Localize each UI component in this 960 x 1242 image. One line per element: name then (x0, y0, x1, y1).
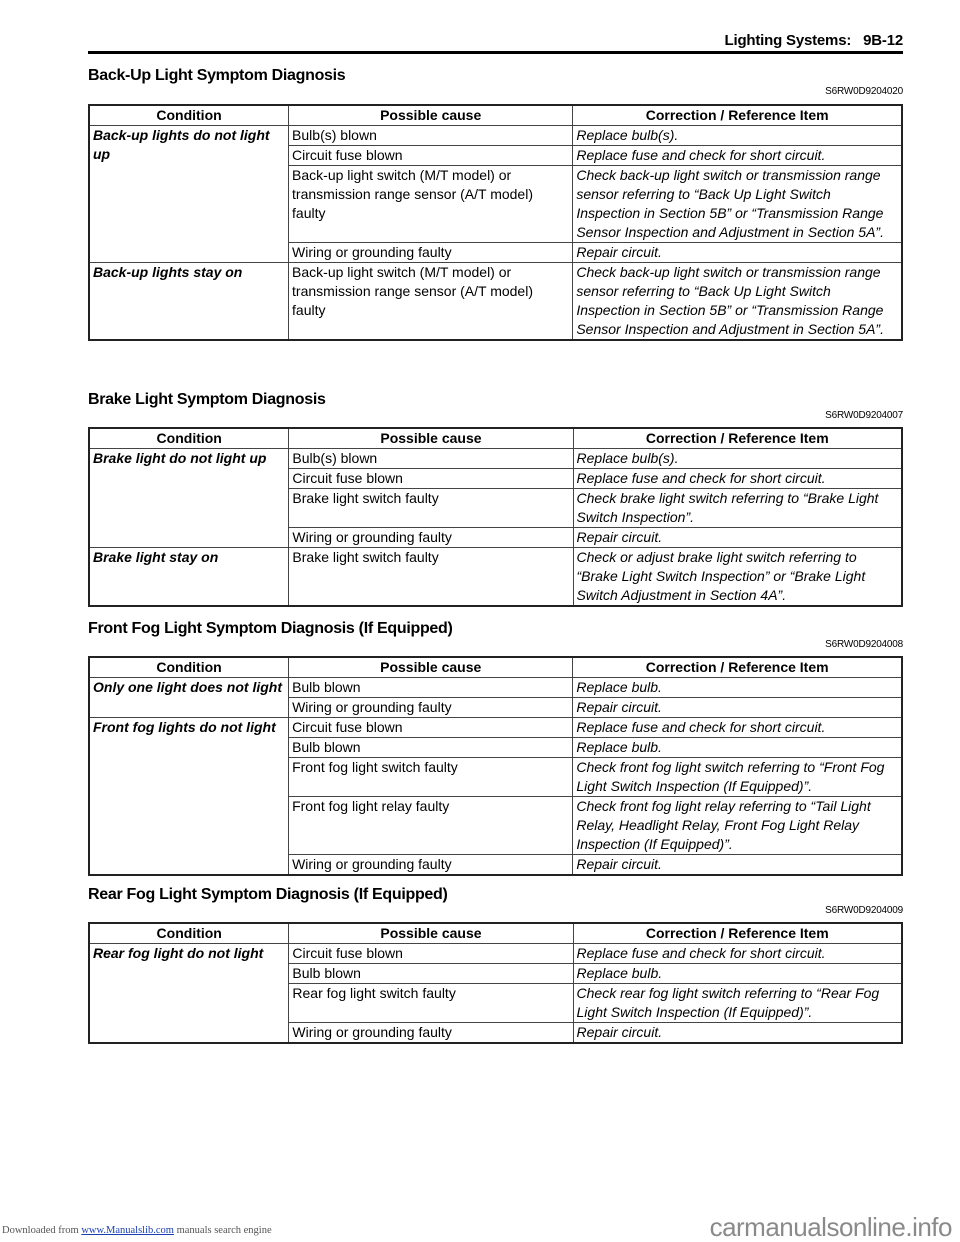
table-row (89, 678, 902, 698)
manualslib-link[interactable]: www.Manualslib.com (81, 1225, 174, 1236)
condition-cell: Back-up lights stay on (89, 263, 289, 341)
header-possible-cause: Possible cause (289, 923, 573, 944)
download-suffix: manuals search engine (176, 1225, 272, 1236)
correction-cell: Replace fuse and check for short circuit. (573, 944, 902, 964)
page-header (88, 32, 903, 54)
cause-cell: Bulb(s) blown (289, 449, 573, 469)
section-title: Back-Up Light Symptom Diagnosis (88, 67, 346, 84)
section-title: Rear Fog Light Symptom Diagnosis (If Equipped) (88, 886, 448, 903)
correction-cell: Replace fuse and check for short circuit. (573, 718, 902, 738)
section-brake-light (88, 390, 903, 603)
cause-cell: Circuit fuse blown (289, 146, 573, 166)
header-possible-cause: Possible cause (289, 657, 573, 678)
cause-cell: Wiring or grounding faulty (289, 528, 573, 548)
section-front-fog-light (88, 619, 903, 872)
cause-cell: Bulb blown (289, 738, 573, 758)
correction-cell: Check front fog light switch referring to “Front Fog Light Switch Inspection (If Equipped)”. (573, 758, 902, 797)
header-correction: Correction / Reference Item (573, 657, 902, 678)
header-condition: Condition (89, 428, 289, 449)
header-correction: Correction / Reference Item (573, 923, 902, 944)
correction-cell: Replace bulb. (573, 964, 902, 984)
correction-cell: Repair circuit. (573, 1023, 902, 1044)
cause-cell: Back-up light switch (M/T model) or transmission range sensor (A/T model) faulty (289, 166, 573, 243)
table-header-row (89, 923, 902, 944)
download-prefix: Downloaded from (2, 1225, 79, 1236)
header-possible-cause: Possible cause (289, 428, 573, 449)
section-title: Front Fog Light Symptom Diagnosis (If Equipped) (88, 620, 453, 637)
diagnosis-table (88, 427, 903, 607)
table-row (89, 449, 902, 469)
correction-cell: Replace fuse and check for short circuit. (573, 146, 902, 166)
condition-cell: Front fog lights do not light (89, 718, 289, 876)
correction-cell: Replace bulb. (573, 738, 902, 758)
cause-cell: Back-up light switch (M/T model) or transmission range sensor (A/T model) faulty (289, 263, 573, 341)
correction-cell: Check or adjust brake light switch referring to “Brake Light Switch Inspection” or “Brake Light Switch Adjustment in Section 4A”. (573, 548, 902, 607)
header-correction: Correction / Reference Item (573, 428, 902, 449)
condition-cell: Rear fog light do not light (89, 944, 289, 1044)
condition-cell: Back-up lights do not light up (89, 126, 289, 263)
table-row (89, 944, 902, 964)
section-backup-light (88, 66, 903, 337)
correction-cell: Replace bulb(s). (573, 126, 902, 146)
condition-cell: Brake light stay on (89, 548, 289, 607)
cause-cell: Brake light switch faulty (289, 548, 573, 607)
cause-cell: Bulb(s) blown (289, 126, 573, 146)
header-correction: Correction / Reference Item (573, 105, 902, 126)
correction-cell: Replace fuse and check for short circuit. (573, 469, 902, 489)
diagnosis-table (88, 656, 903, 876)
section-rear-fog-light (88, 885, 903, 1040)
cause-cell: Front fog light relay faulty (289, 797, 573, 855)
section-code: S6RW0D9204020 (825, 86, 903, 97)
cause-cell: Circuit fuse blown (289, 718, 573, 738)
correction-cell: Repair circuit. (573, 243, 902, 263)
cause-cell: Bulb blown (289, 678, 573, 698)
table-row (89, 718, 902, 738)
diagnosis-table (88, 104, 903, 341)
chapter-title: Lighting Systems: (724, 32, 852, 49)
download-attribution (2, 1225, 272, 1236)
page-number: 9B-12 (863, 32, 903, 49)
cause-cell: Bulb blown (289, 964, 573, 984)
section-title: Brake Light Symptom Diagnosis (88, 391, 326, 408)
condition-cell: Brake light do not light up (89, 449, 289, 548)
cause-cell: Wiring or grounding faulty (289, 698, 573, 718)
cause-cell: Circuit fuse blown (289, 469, 573, 489)
correction-cell: Check brake light switch referring to “Brake Light Switch Inspection”. (573, 489, 902, 528)
page-header-text (725, 32, 903, 49)
header-possible-cause: Possible cause (289, 105, 573, 126)
condition-cell: Only one light does not light (89, 678, 289, 718)
section-code: S6RW0D9204008 (825, 639, 903, 650)
watermark: carmanualsonline.info (709, 1212, 952, 1242)
section-code: S6RW0D9204007 (825, 410, 903, 421)
cause-cell: Circuit fuse blown (289, 944, 573, 964)
cause-cell: Brake light switch faulty (289, 489, 573, 528)
correction-cell: Replace bulb(s). (573, 449, 902, 469)
cause-cell: Rear fog light switch faulty (289, 984, 573, 1023)
table-header-row (89, 657, 902, 678)
table-row (89, 548, 902, 607)
header-condition: Condition (89, 657, 289, 678)
correction-cell: Repair circuit. (573, 698, 902, 718)
cause-cell: Wiring or grounding faulty (289, 243, 573, 263)
table-row (89, 263, 902, 341)
header-condition: Condition (89, 923, 289, 944)
correction-cell: Repair circuit. (573, 855, 902, 876)
correction-cell: Check rear fog light switch referring to “Rear Fog Light Switch Inspection (If Equipped)”. (573, 984, 902, 1023)
table-header-row (89, 105, 902, 126)
correction-cell: Repair circuit. (573, 528, 902, 548)
cause-cell: Wiring or grounding faulty (289, 855, 573, 876)
correction-cell: Replace bulb. (573, 678, 902, 698)
diagnosis-table (88, 922, 903, 1044)
cause-cell: Front fog light switch faulty (289, 758, 573, 797)
cause-cell: Wiring or grounding faulty (289, 1023, 573, 1044)
table-row (89, 126, 902, 146)
header-condition: Condition (89, 105, 289, 126)
correction-cell: Check front fog light relay referring to “Tail Light Relay, Headlight Relay, Front Fog Light Relay Inspection (If Equipped)”. (573, 797, 902, 855)
section-code: S6RW0D9204009 (825, 905, 903, 916)
correction-cell: Check back-up light switch or transmission range sensor referring to “Back Up Light Switch Inspection in Section 5B” or “Transmission Range Sensor Inspection and Adjustment in Section 5A”. (573, 166, 902, 243)
correction-cell: Check back-up light switch or transmission range sensor referring to “Back Up Light Switch Inspection in Section 5B” or “Transmission Range Sensor Inspection and Adjustment in Section 5A”. (573, 263, 902, 341)
table-header-row (89, 428, 902, 449)
